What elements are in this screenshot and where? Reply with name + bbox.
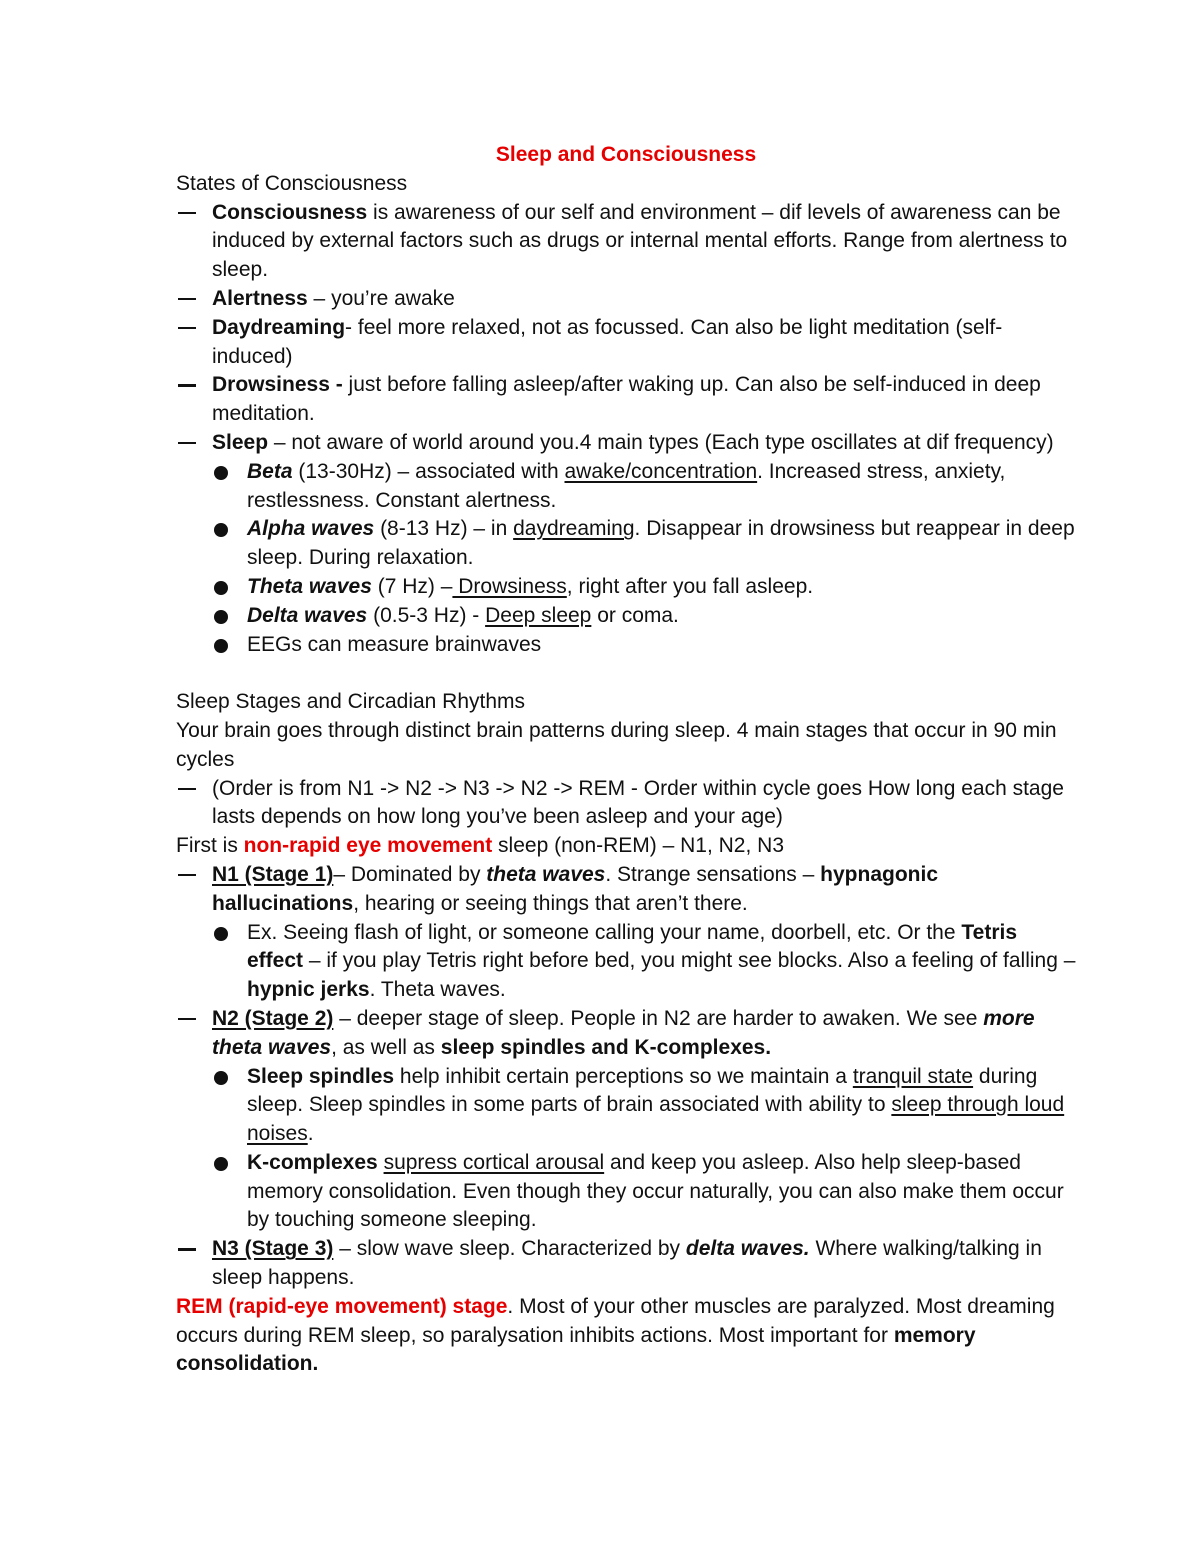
- item-text: is awareness of our self and environment – dif levels of awareness can be induced by external factors such as drugs or internal mental efforts. Range from alertness to sleep.: [212, 200, 1068, 282]
- term: Drowsiness -: [212, 373, 343, 397]
- list-item: [176, 314, 1076, 372]
- item-text: just before falling asleep/after waking up. Can also be self-induced in deep meditation.: [212, 373, 1041, 426]
- bullet-item: Alpha waves (8-13 Hz) – in daydreaming. Disappear in drowsiness but reappear in deep sleep. During relaxation.: [176, 515, 1076, 573]
- stage-label: N1 (Stage 1): [212, 862, 334, 886]
- term: Sleep: [212, 430, 269, 454]
- list-item: [176, 285, 1076, 314]
- blank-line: [176, 659, 1076, 688]
- term: Daydreaming: [212, 315, 346, 339]
- wave-name: Alpha waves: [247, 517, 375, 541]
- section-heading-stages: Sleep Stages and Circadian Rhythms: [176, 690, 526, 714]
- paragraph: Your brain goes through distinct brain patterns during sleep. 4 main stages that occur in 90 min cycles: [176, 718, 1057, 771]
- bullet-item: EEGs can measure brainwaves: [176, 631, 1076, 660]
- paragraph: REM (rapid-eye movement) stage. Most of your other muscles are paralyzed. Most dreaming occurs during REM sleep, so paralysation inhibits actions. Most important for memory consolidation.: [176, 1294, 1055, 1376]
- bullet-item: Sleep spindles help inhibit certain perceptions so we maintain a tranquil state during sleep. Sleep spindles in some parts of brain associated with ability to sleep through loud noises.: [176, 1063, 1076, 1149]
- bullet-item: Theta waves (7 Hz) – Drowsiness, right after you fall asleep.: [176, 573, 1076, 602]
- underlined-text: awake/concentration: [564, 459, 758, 483]
- bullet-item: K-complexes supress cortical arousal and keep you asleep. Also help sleep-based memory consolidation. Even though they occur naturally, you can also make them occur by touching someone sleeping.: [176, 1149, 1076, 1235]
- stage-label: N2 (Stage 2): [212, 1006, 334, 1030]
- list-item: [176, 199, 1076, 285]
- bullet-item: Delta waves (0.5-3 Hz) - Deep sleep or coma.: [176, 602, 1076, 631]
- stage-label: N3 (Stage 3): [212, 1237, 334, 1261]
- wave-name: Beta: [247, 459, 293, 483]
- document-page: [176, 141, 1076, 1379]
- paragraph: First is non-rapid eye movement sleep (non-REM) – N1, N2, N3: [176, 834, 784, 858]
- section-heading-states: States of Consciousness: [176, 171, 408, 195]
- list-item: N3 (Stage 3) – slow wave sleep. Characterized by delta waves. Where walking/talking in sleep happens.: [176, 1235, 1076, 1293]
- term: Consciousness: [212, 200, 368, 224]
- doc-title: Sleep and Consciousness: [495, 143, 757, 166]
- list-item: N2 (Stage 2) – deeper stage of sleep. People in N2 are harder to awaken. We see more theta waves, as well as sleep spindles and K-complexes.: [176, 1005, 1076, 1063]
- wave-name: Delta waves: [247, 603, 368, 627]
- list-item: [176, 371, 1076, 429]
- underlined-text: Deep sleep: [485, 603, 592, 627]
- item-text: – you’re awake: [307, 286, 455, 310]
- underlined-text: daydreaming: [513, 517, 635, 541]
- list-item: [176, 429, 1076, 458]
- item-text: – not aware of world around you.4 main types (Each type oscillates at dif frequency): [268, 430, 1054, 454]
- bullet-item: Ex. Seeing flash of light, or someone calling your name, doorbell, etc. Or the Tetris effect – if you play Tetris right before bed, you might see blocks. Also a feeling of falling – hypnic jerks. Theta waves.: [176, 919, 1076, 1005]
- underlined-text: Drowsiness: [452, 574, 567, 598]
- highlight-red: REM (rapid-eye movement) stage: [176, 1294, 508, 1318]
- list-item: N1 (Stage 1)– Dominated by theta waves. Strange sensations – hypnagonic hallucinations, hearing or seeing things that aren’t there.: [176, 861, 1076, 919]
- list-item: (Order is from N1 -> N2 -> N3 -> N2 -> REM - Order within cycle goes How long each stage lasts depends on how long you’ve been asleep and your age): [176, 775, 1076, 833]
- item-text: - feel more relaxed, not as focussed. Can also be light meditation (self-induced): [212, 315, 1003, 368]
- term: Alertness: [212, 286, 308, 310]
- bullet-item: Beta (13-30Hz) – associated with awake/concentration. Increased stress, anxiety, restlessness. Constant alertness.: [176, 458, 1076, 516]
- wave-name: Theta waves: [247, 574, 372, 598]
- highlight-red: non-rapid eye movement: [243, 834, 493, 858]
